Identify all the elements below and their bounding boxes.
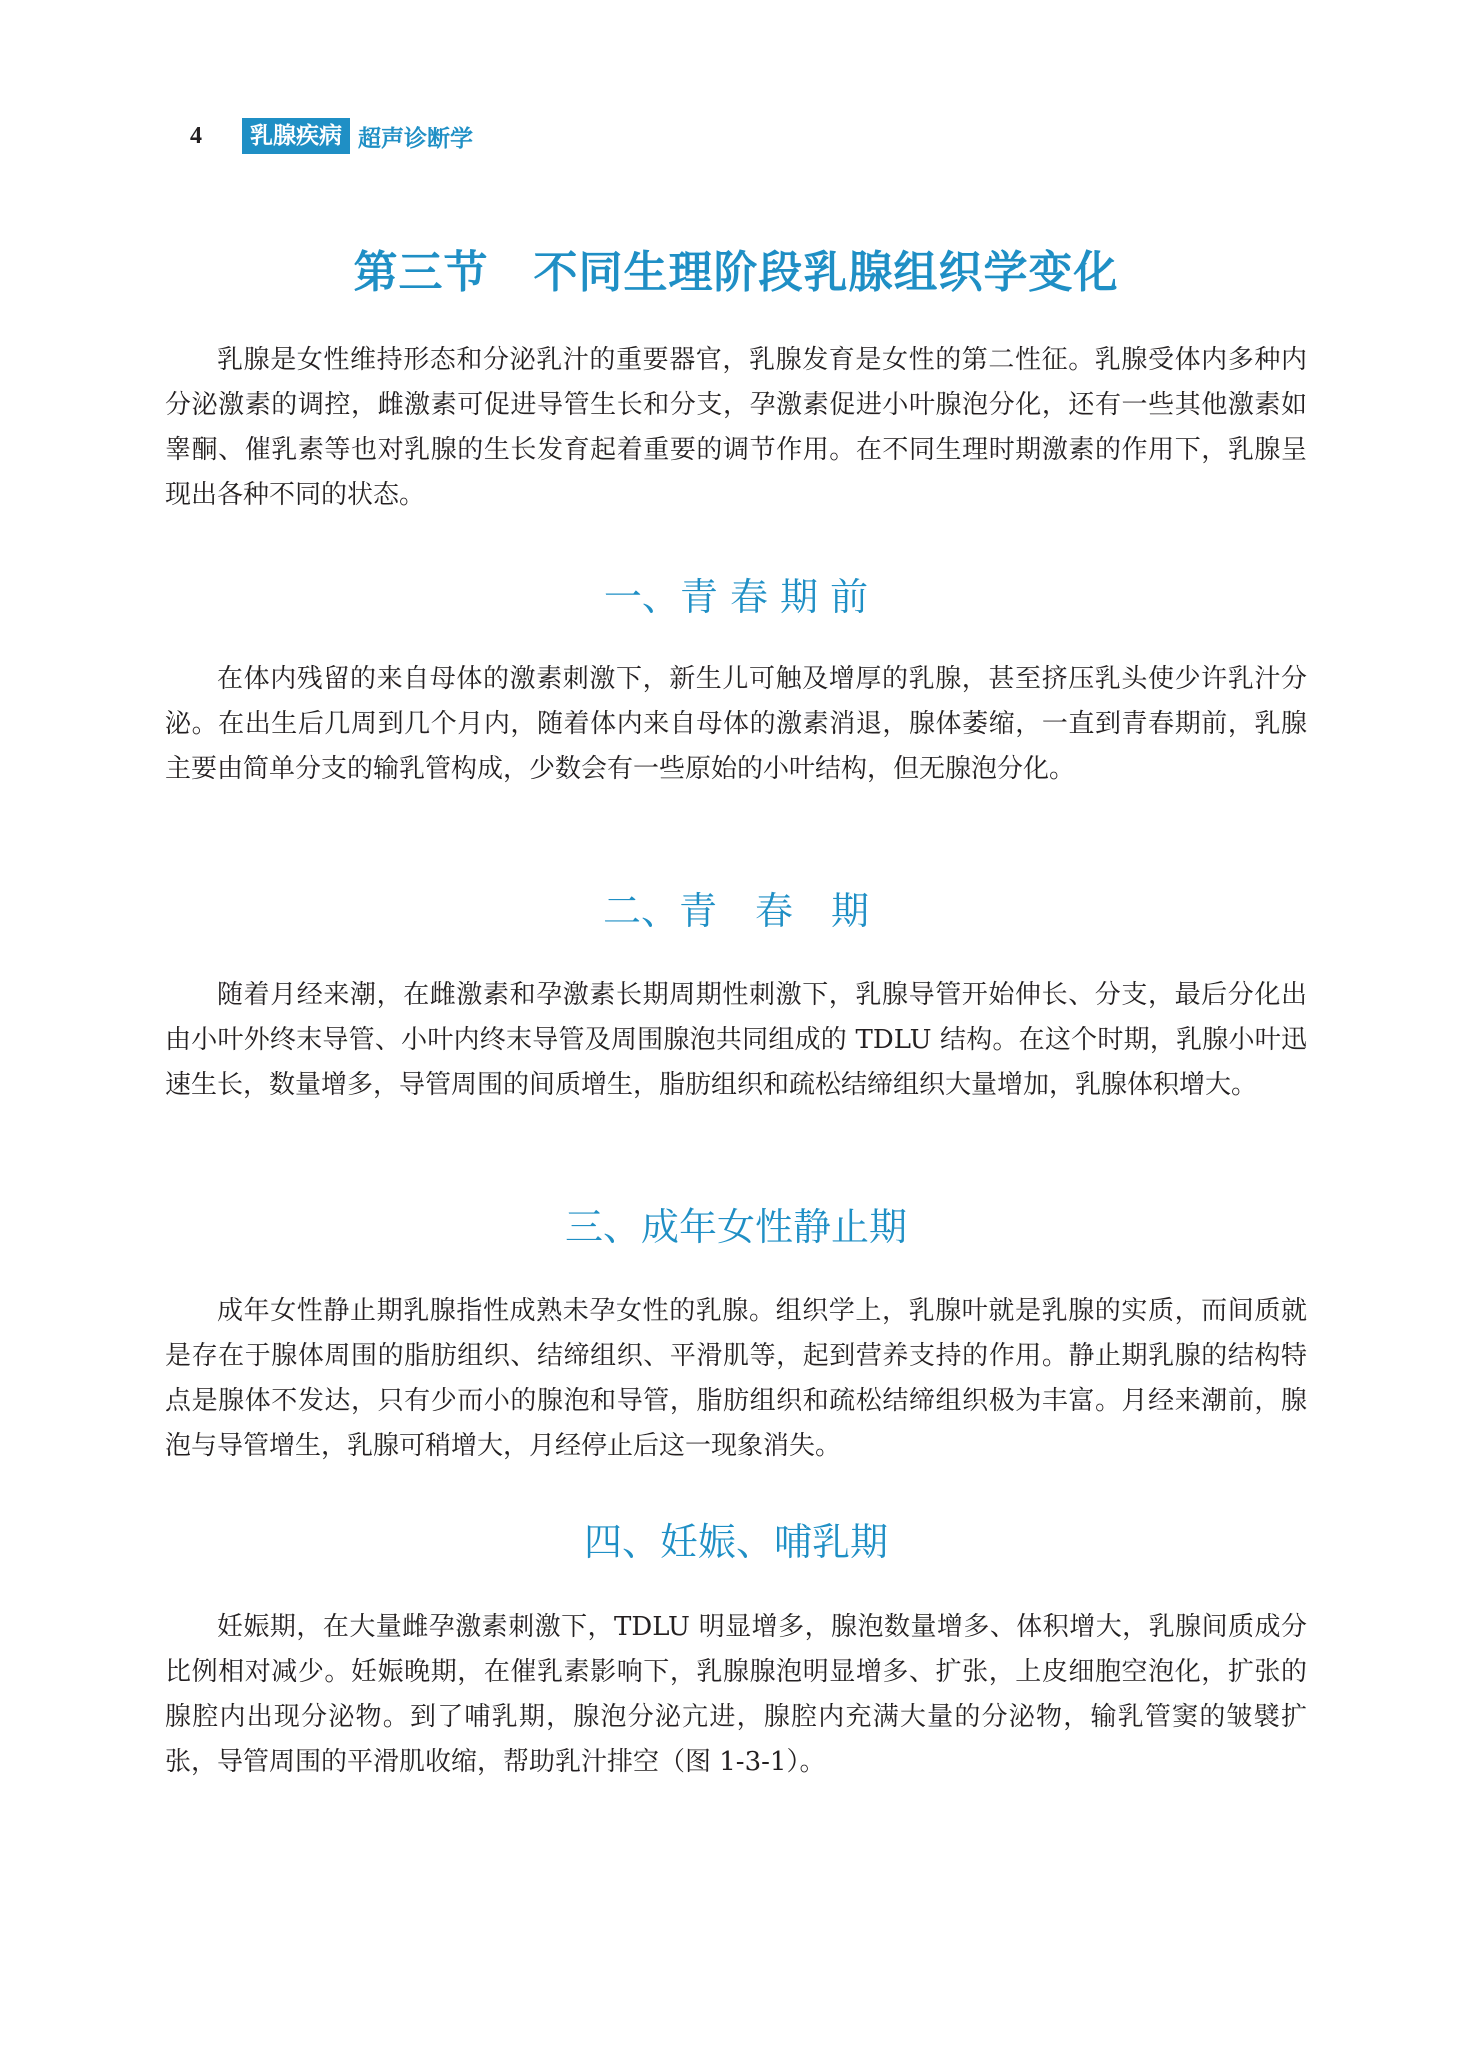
paragraph-prepuberty: 在体内残留的来自母体的激素刺激下，新生儿可触及增厚的乳腺，甚至挤压乳头使少许乳汁分泌。在出生后几周到几个月内，随着体内来自母体的激素消退，腺体萎缩，一直到青春期前，乳腺主要由简单分支的输乳管构成，少数会有一些原始的小叶结构，但无腺泡分化。	[165, 664, 1307, 784]
intro-paragraph: 乳腺是女性维持形态和分泌乳汁的重要器官，乳腺发育是女性的第二性征。乳腺受体内多种内分泌激素的调控，雌激素可促进导管生长和分支，孕激素促进小叶腺泡分化，还有一些其他激素如睾酮、催乳素等也对乳腺的生长发育起着重要的调节作用。在不同生理时期激素的作用下，乳腺呈现出各种不同的状态。	[165, 345, 1307, 510]
paragraph-pregnancy-lactation: 妊娠期，在大量雌孕激素刺激下，TDLU 明显增多，腺泡数量增多、体积增大，乳腺间质成分比例相对减少。妊娠晚期，在催乳素影响下，乳腺腺泡明显增多、扩张，上皮细胞空泡化，扩张的腺腔内出现分泌物。到了哺乳期，腺泡分泌亢进，腺腔内充满大量的分泌物，输乳管窦的皱襞扩张，导管周围的平滑肌收缩，帮助乳汁排空（图 1-3-1）。	[165, 1612, 1307, 1777]
section-title: 第三节 不同生理阶段乳腺组织学变化	[353, 247, 1119, 298]
paragraph-puberty: 随着月经来潮，在雌激素和孕激素长期周期性刺激下，乳腺导管开始伸长、分支，最后分化出由小叶外终末导管、小叶内终末导管及周围腺泡共同组成的 TDLU 结构。在这个时期，乳腺小叶迅速生长，数量增多，导管周围的间质增生，脂肪组织和疏松结缔组织大量增加，乳腺体积增大。	[165, 980, 1307, 1100]
page-number: 4	[190, 122, 202, 149]
subheading-pregnancy-lactation: 四、妊娠、哺乳期	[583, 1520, 888, 1564]
running-header	[190, 118, 473, 154]
book-title-tag: 乳腺疾病	[242, 118, 350, 154]
paragraph-adult-resting: 成年女性静止期乳腺指性成熟未孕女性的乳腺。组织学上，乳腺叶就是乳腺的实质，而间质就是存在于腺体周围的脂肪组织、结缔组织、平滑肌等，起到营养支持的作用。静止期乳腺的结构特点是腺体不发达，只有少而小的腺泡和导管，脂肪组织和疏松结缔组织极为丰富。月经来潮前，腺泡与导管增生，乳腺可稍增大，月经停止后这一现象消失。	[165, 1296, 1307, 1461]
subheading-puberty: 二、青 春 期	[602, 889, 869, 933]
book-subtitle: 超声诊断学	[358, 125, 473, 152]
subheading-prepuberty: 一、青 春 期 前	[603, 575, 869, 619]
subheading-adult-resting: 三、成年女性静止期	[564, 1205, 907, 1249]
